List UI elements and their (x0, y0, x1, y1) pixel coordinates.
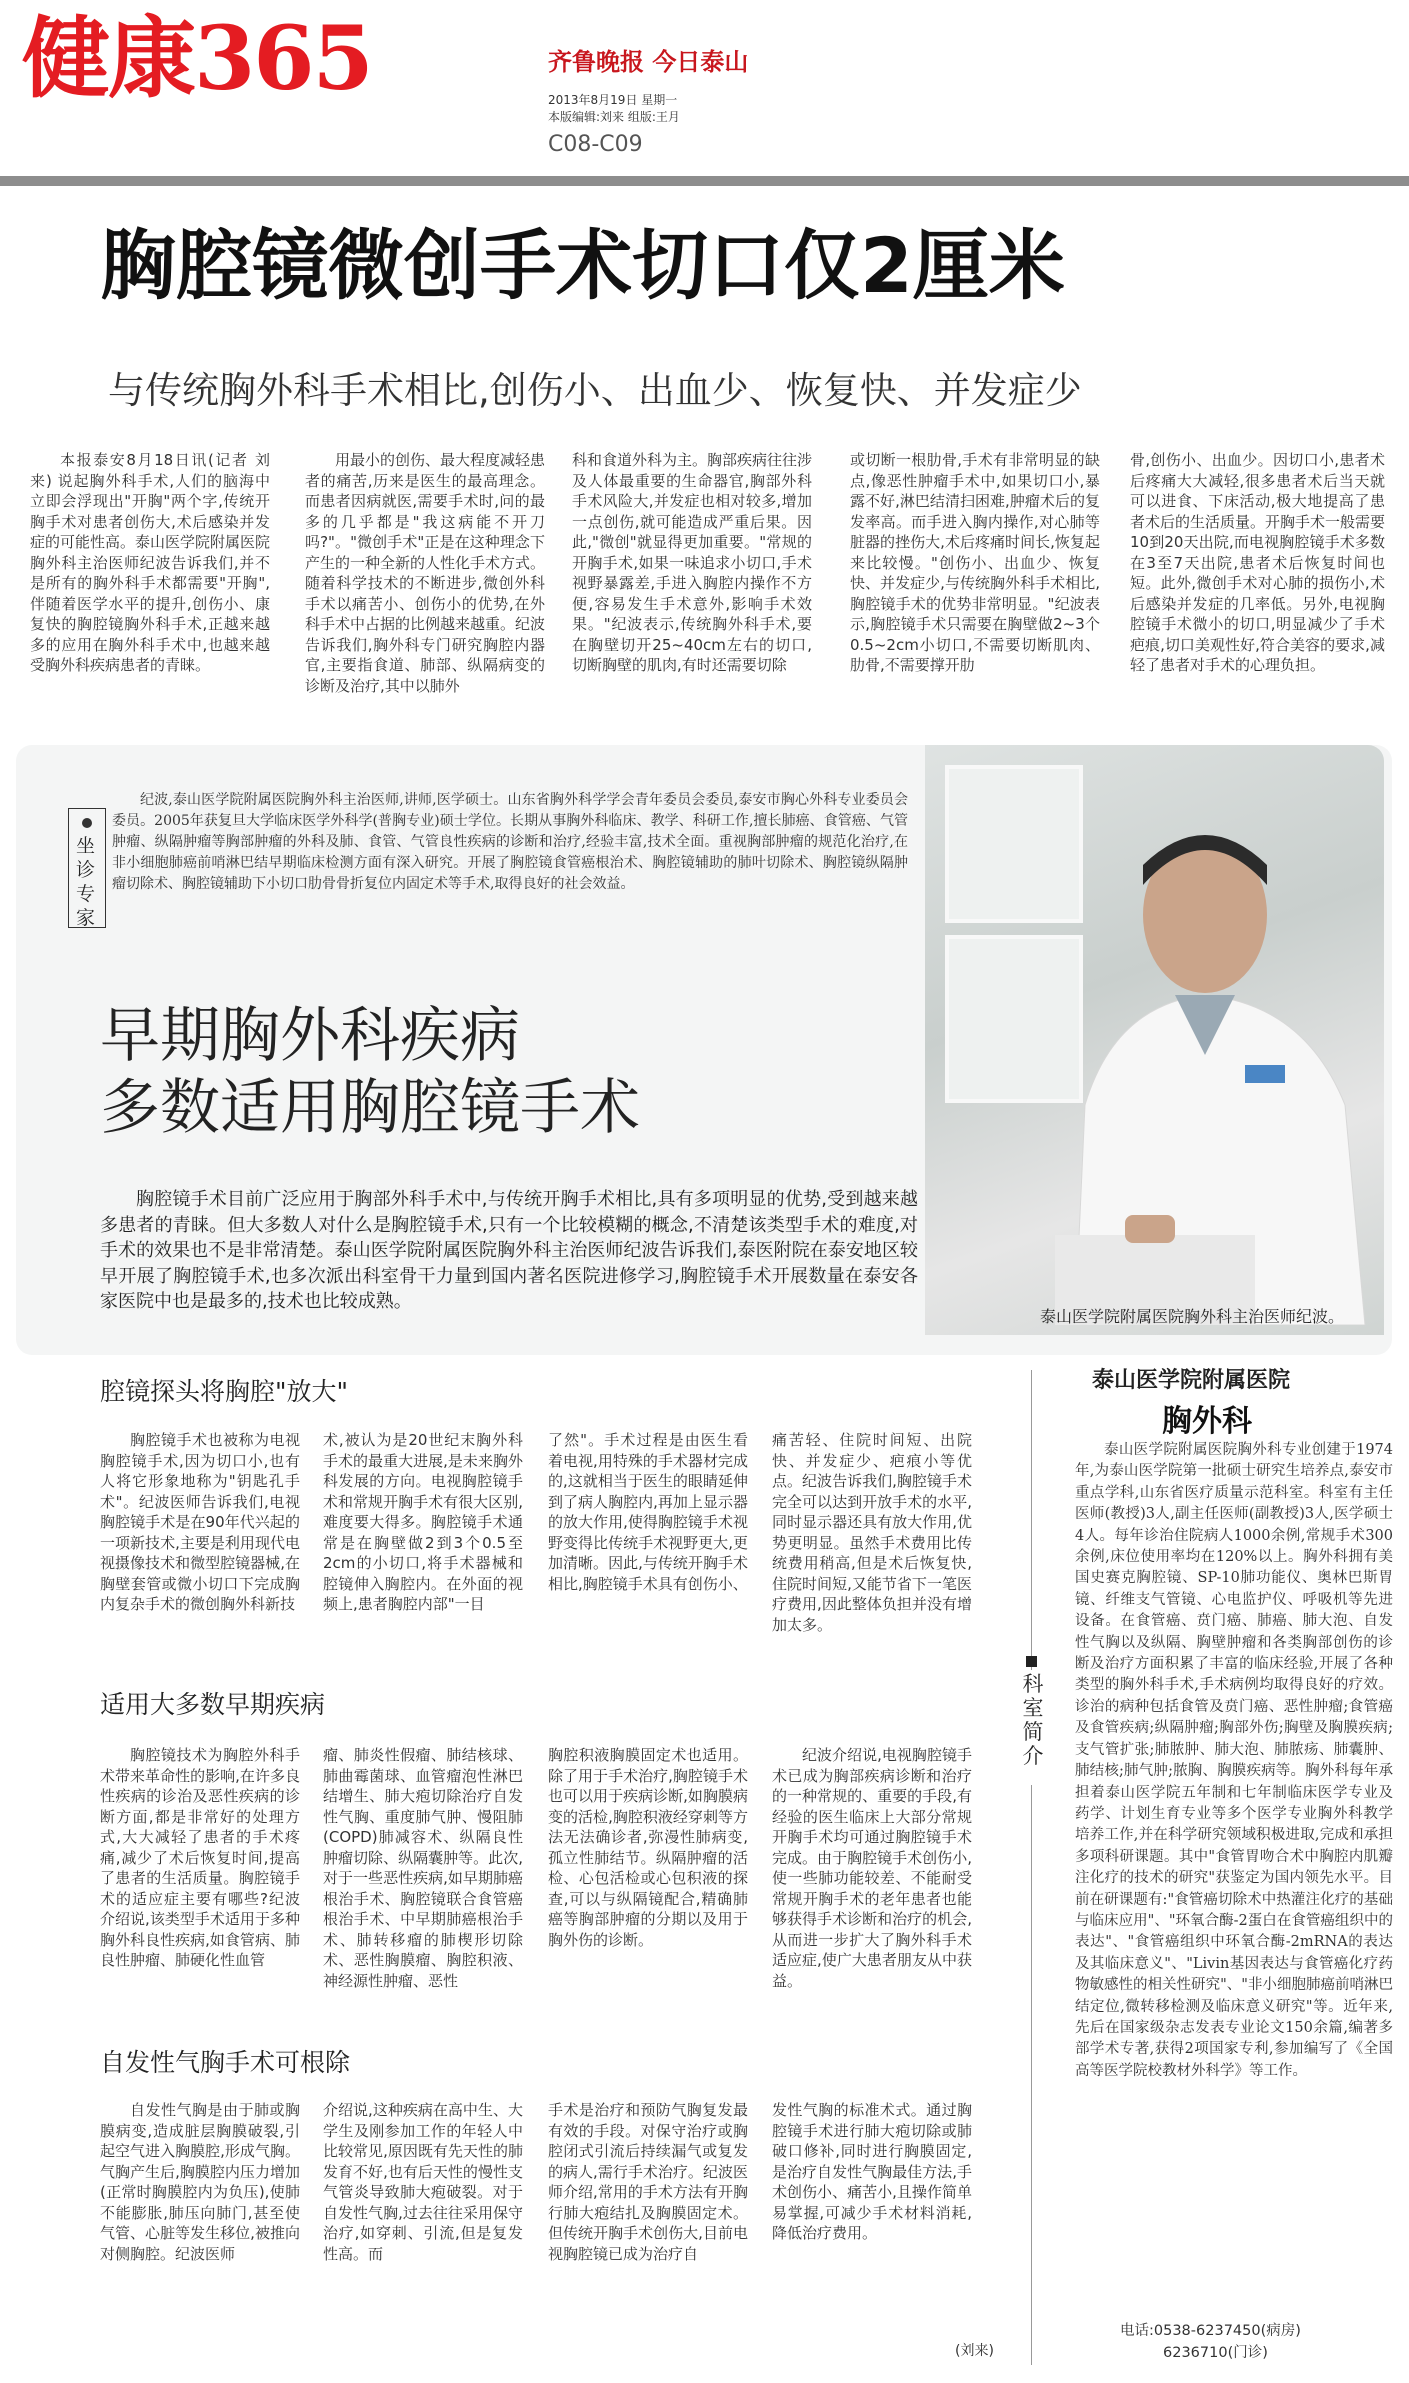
sub2-column-4: 纪波介绍说,电视胸腔镜手术已成为胸部疾病诊断和治疗的一种常规的、重要的手段,有经验的医生临床上大部分常规开胸手术均可通过胸腔镜手术完成。由于胸腔镜手术创伤小,使一些肺功能较差、不能耐受常规开胸手术的老年患者也能够获得手术诊断和治疗的机会,从而进一步扩大了胸外科手术适应症,使广大患者朋友从中获益。 (772, 1746, 972, 1990)
sub1-column-3: 了然"。手术过程是由医生看着电视,用特殊的手术器材完成的,这就相当于医生的眼睛延伸到了病人胸腔内,再加上显示器的放大作用,使得胸腔镜手术视野变得比传统手术视野更大,更加清晰。因此,与传统开胸手术相比,胸腔镜手术具有创伤小、 (548, 1431, 748, 1593)
lead-column-2: 用最小的创伤、最大程度减轻患者的痛苦,历来是医生的最高理念。而患者因病就医,需要手术时,问的最多的几乎都是"我这病能不开刀吗?"。"微创手术"正是在这种理念下产生的一种全新的人性化手术方式。随着科学技术的不断进步,微创外科手术以痛苦小、创伤小的优势,在外科手术中占据的比例越来越重。纪波告诉我们,胸外科专门研究胸腔内器官,主要指食道、肺部、纵隔病变的诊断及治疗,其中以肺外 (305, 451, 546, 695)
sidebar-divider-lower (1031, 1785, 1032, 2365)
sub2-column-2: 瘤、肺炎性假瘤、肺结核球、肺曲霉菌球、血管瘤泡性淋巴结增生、肺大疱切除治疗自发性气胸、重度肺气肿、慢阻肺(COPD)肺减容术、纵隔良性肿瘤切除、纵隔囊肿等。此次,对于一些恶性疾病,如早期肺癌根治手术、胸腔镜联合食管癌根治手术、中早期肺癌根治手术、肺转移瘤的肺楔形切除术、恶性胸膜瘤、胸腔积液、神经源性肿瘤、恶性 (323, 1746, 523, 1990)
section2-title-line1: 早期胸外科疾病 (100, 1001, 520, 1071)
phone-ward: 电话:0538-6237450(病房) (1120, 2323, 1301, 2339)
sidebar-title-hospital: 泰山医学院附属医院 (1092, 1367, 1291, 1393)
main-headline: 胸腔镜微创手术切口仅2厘米 (100, 221, 1065, 310)
sidebar-divider (1031, 1370, 1032, 1670)
page-numbers: C08-C09 (548, 132, 643, 157)
section2-intro: 胸腔镜手术目前广泛应用于胸部外科手术中,与传统开胸手术相比,具有多项明显的优势,受到越来越多患者的青睐。但大多数人对什么是胸腔镜手术,只有一个比较模糊的概念,不清楚该类型手术的难度,对手术的效果也不是非常清楚。泰山医学院附属医院胸外科主治医师纪波告诉我们,泰医附院在泰安地区较早开展了胸腔镜手术,也多次派出科室骨干力量到国内著名医院进修学习,胸腔镜手术开展数量在泰安各家医院中也是最多的,技术也比较成熟。 (100, 1189, 918, 1312)
sidebar-body: 泰山医学院附属医院胸外科专业创建于1974年,为泰山医学院第一批硕士研究生培养点,泰安市重点学科,山东省医疗质量示范科室。科室有主任医师(教授)3人,副主任医师(副教授)3人,医学硕士4人。每年诊治住院病人1000余例,常规手术300余例,床位使用率均在120%以上。胸外科拥有美国史赛克胸腔镜、SP-10肺功能仪、奥林巴斯胃镜、纤维支气管镜、心电监护仪、呼吸机等先进设备。在食管癌、贲门癌、肺癌、肺大泡、自发性气胸以及纵隔、胸壁肿瘤和各类胸部创伤的诊断及治疗方面积累了丰富的临床经验,开展了各种类型的胸外科手术,手术病例均取得良好的疗效。诊治的病种包括食管及贲门癌、恶性肿瘤;食管癌及食管疾病;纵隔肿瘤;胸部外伤;胸壁及胸膜疾病;支气管扩张;肺脓肿、肺大泡、肺脓疡、肺囊肿、肺结核;肺气肿;脓胸、胸膜疾病等。胸外科每年承担着泰山医学院五年制和七年制临床医学专业及药学、计划生育专业等多个医学专业胸外科教学培养工作,并在科学研究领域积极进取,完成和承担多项科研课题。其中"食管胃吻合术中胸腔内肌瓣注化疗的技术的研究"获鉴定为国内领先水平。目前在研课题有:"食管癌切除术中热灌注化疗的基础与临床应用"、"环氧合酶-2蛋白在食管癌组织中的表达"、"食管癌组织中环氧合酶-2mRNA的表达及其临床意义"、"Livin基因表达与食管癌化疗药物敏感性的相关性研究"、"非小细胞肺癌前哨淋巴结定位,微转移检测及临床意义研究"等。近年来,先后在国家级杂志发表专业论文150余篇,编著多部学术专著,获得2项国家专利,参加编写了《全国高等医学院校教材外科学》等工作。 (1075, 1442, 1393, 2079)
byline-signature: (刘来) (955, 2343, 994, 2359)
phone-clinic: 6236710(门诊) (1163, 2345, 1268, 2361)
sub3-column-2: 介绍说,这种疾病在高中生、大学生及刚参加工作的年轻人中比较常见,原因既有先天性的肺发育不好,也有后天性的慢性支气管炎导致肺大疱破裂。对于自发性气胸,过去往往采用保守治疗,如穿刺、引流,但是复发性高。而 (323, 2101, 523, 2263)
sub1-column-2: 术,被认为是20世纪末胸外科手术的最重大进展,是未来胸外科发展的方向。电视胸腔镜手术和常规开胸手术有很大区别,难度要大得多。胸腔镜手术通常是在胸壁做2到3个0.5至2cm的小切口,将手术器械和腔镜伸入胸腔内。在外面的视频上,患者胸腔内部"一目 (323, 1431, 523, 1613)
expert-tag: 坐诊专家 (76, 835, 96, 929)
sidebar-title-department: 胸外科 (1162, 1404, 1252, 1439)
doctor-photo (925, 745, 1384, 1335)
lead-column-4: 或切断一根肋骨,手术有非常明显的缺点,像恶性肿瘤手术中,如果切口小,暴露不好,淋巴结清扫困难,肿瘤术后的复发率高。而手进入胸内操作,对心肺等脏器的挫伤大,术后疼痛时间长,恢复起来比较慢。"创伤小、出血少、恢复快、并发症少,与传统胸外科手术相比,胸腔镜手术的优势非常明显。"纪波表示,胸腔镜手术只需要在胸壁做2~3个0.5~2cm小切口,不需要切断肌肉、肋骨,不需要撑开肋 (850, 451, 1100, 674)
sidebar-label: 科室简介 (1022, 1672, 1044, 1768)
subsection-3-title: 自发性气胸手术可根除 (100, 2048, 351, 2077)
issue-editors: 本版编辑:刘来 组版:王月 (548, 110, 680, 124)
issue-meta (548, 92, 680, 126)
main-subhead: 与传统胸外科手术相比,创伤小、出血少、恢复快、并发症少 (108, 369, 1082, 412)
photo-caption: 泰山医学院附属医院胸外科主治医师纪波。 (1040, 1307, 1345, 1326)
square-bullet-icon (1026, 1656, 1037, 1667)
section2-title-line2: 多数适用胸腔镜手术 (100, 1073, 640, 1143)
lead-column-5: 骨,创伤小、出血少。因切口小,患者术后疼痛大大减轻,很多患者术后当天就可以进食、下床活动,极大地提高了患者术后的生活质量。开胸手术一般需要10到20天出院,而电视胸腔镜手术多数在3至7天出院,患者术后恢复时间也短。此外,微创手术对心肺的损伤小,术后感染并发症的几率低。另外,电视胸腔镜手术微小的切口,明显减少了手术疤痕,切口美观性好,符合美容的要求,减轻了患者对手术的心理负担。 (1130, 451, 1386, 674)
masthead-rule (0, 176, 1409, 186)
doctor-figure-icon (1055, 805, 1375, 1325)
sub3-column-3: 手术是治疗和预防气胸复发最有效的手段。对保守治疗或胸腔闭式引流后持续漏气或复发的病人,需行手术治疗。纪波医师介绍,常用的手术方法有开胸行肺大疱结扎及胸膜固定术。但传统开胸手术创伤大,目前电视胸腔镜已成为治疗自 (548, 2101, 748, 2263)
subsection-1-title: 腔镜探头将胸腔"放大" (100, 1377, 348, 1406)
expert-bio: 纪波,泰山医学院附属医院胸外科主治医师,讲师,医学硕士。山东省胸外科学学会青年委员会委员,泰安市胸心外科专业委员会委员。2005年获复旦大学临床医学外科学(普胸专业)硕士学位。长期从事胸外科临床、教学、科研工作,擅长肺癌、食管癌、气管肿瘤、纵隔肿瘤等胸部肿瘤的外科及肺、食管、气管良性疾病的诊断和治疗,经验丰富,技术全面。重视胸部肿瘤的规范化治疗,在非小细胞肺癌前哨淋巴结早期临床检测方面有深入研究。开展了胸腔镜食管癌根治术、胸腔镜辅助的肺叶切除术、胸腔镜纵隔肿瘤切除术、胸腔镜辅助下小切口肋骨骨折复位内固定术等手术,取得良好的社会效益。 (112, 792, 908, 892)
lead-column-1: 本报泰安8月18日讯(记者 刘来) 说起胸外科手术,人们的脑海中立即会浮现出"开胸"两个字,传统开胸手术对患者创伤大,术后感染并发症的可能性高。泰山医学院附属医院胸外科主治医师纪波告诉我们,并不是所有的胸外科手术都需要"开胸",伴随着医学水平的提升,创伤小、康复快的胸腔镜胸外科手术,正越来越多的应用在胸外科手术中,也越来越受胸外科疾病患者的青睐。 (30, 451, 271, 674)
section-brand: 健康365 (22, 6, 372, 110)
newspaper-name: 齐鲁晚报 今日泰山 (548, 47, 749, 76)
sidebar-phone (1120, 2320, 1301, 2364)
sub2-column-3: 胸腔积液胸膜固定术也适用。除了用于手术治疗,胸腔镜手术也可以用于疾病诊断,如胸膜病变的活检,胸腔积液经穿刺等方法无法确诊者,弥漫性肺病变,孤立性肺结节。纵隔肿瘤的活检、心包活检或心包积液的探查,可以与纵隔镜配合,精确肺癌等胸部肿瘤的分期以及用于胸外伤的诊断。 (548, 1746, 748, 1949)
sub3-column-1: 自发性气胸是由于肺或胸膜病变,造成脏层胸膜破裂,引起空气进入胸膜腔,形成气胸。气胸产生后,胸膜腔内压力增加(正常时胸膜腔内为负压),使肺不能膨胀,肺压向肺门,甚至使气管、心脏等发生移位,被推向对侧胸腔。纪波医师 (100, 2101, 300, 2263)
sub2-column-1: 胸腔镜技术为胸腔外科手术带来革命性的影响,在许多良性疾病的诊治及恶性疾病的诊断方面,都是非常好的处理方式,大大减轻了患者的手术疼痛,减少了术后恢复时间,提高了患者的生活质量。胸腔镜手术的适应症主要有哪些?纪波介绍说,该类型手术适用于多种胸外科良性疾病,如食管病、肺良性肿瘤、肺硬化性血管 (100, 1746, 300, 1969)
bullet-icon (82, 818, 92, 828)
sub1-column-4: 痛苦轻、住院时间短、出院快、并发症少、疤痕小等优点。纪波告诉我们,胸腔镜手术完全可以达到开放手术的水平,同时显示器还具有放大作用,优势更明显。虽然手术费用比传统费用稍高,但是术后恢复快,住院时间短,又能节省下一笔医疗费用,因此整体负担并没有增加太多。 (772, 1431, 972, 1634)
sub1-column-1: 胸腔镜手术也被称为电视胸腔镜手术,因为切口小,也有人将它形象地称为"钥匙孔手术"。纪波医师告诉我们,电视胸腔镜手术是在90年代兴起的一项新技术,主要是利用现代电视摄像技术和微型腔镜器械,在胸壁套管或微小切口下完成胸内复杂手术的微创胸外科新技 (100, 1431, 300, 1613)
subsection-2-title: 适用大多数早期疾病 (100, 1690, 326, 1719)
sub3-column-4: 发性气胸的标准术式。通过胸腔镜手术进行肺大疱切除或肺破口修补,同时进行胸膜固定,是治疗自发性气胸最佳方法,手术创伤小、痛苦小,且操作简单易掌握,可减少手术材料消耗,降低治疗费用。 (772, 2101, 972, 2242)
issue-date: 2013年8月19日 星期一 (548, 93, 678, 107)
lead-column-3: 科和食道外科为主。胸部疾病往往涉及人体最重要的生命器官,胸部外科手术风险大,并发症也相对较多,增加一点创伤,就可能造成严重后果。因此,"微创"就显得更加重要。"常规的开胸手术,如果一味追求小切口,手术视野暴露差,手进入胸腔内操作不方便,容易发生手术意外,影响手术效果。"纪波表示,传统胸外科手术,要在胸壁切开25~40cm左右的切口,切断胸壁的肌肉,有时还需要切除 (572, 451, 813, 674)
section2-title (100, 1000, 640, 1144)
